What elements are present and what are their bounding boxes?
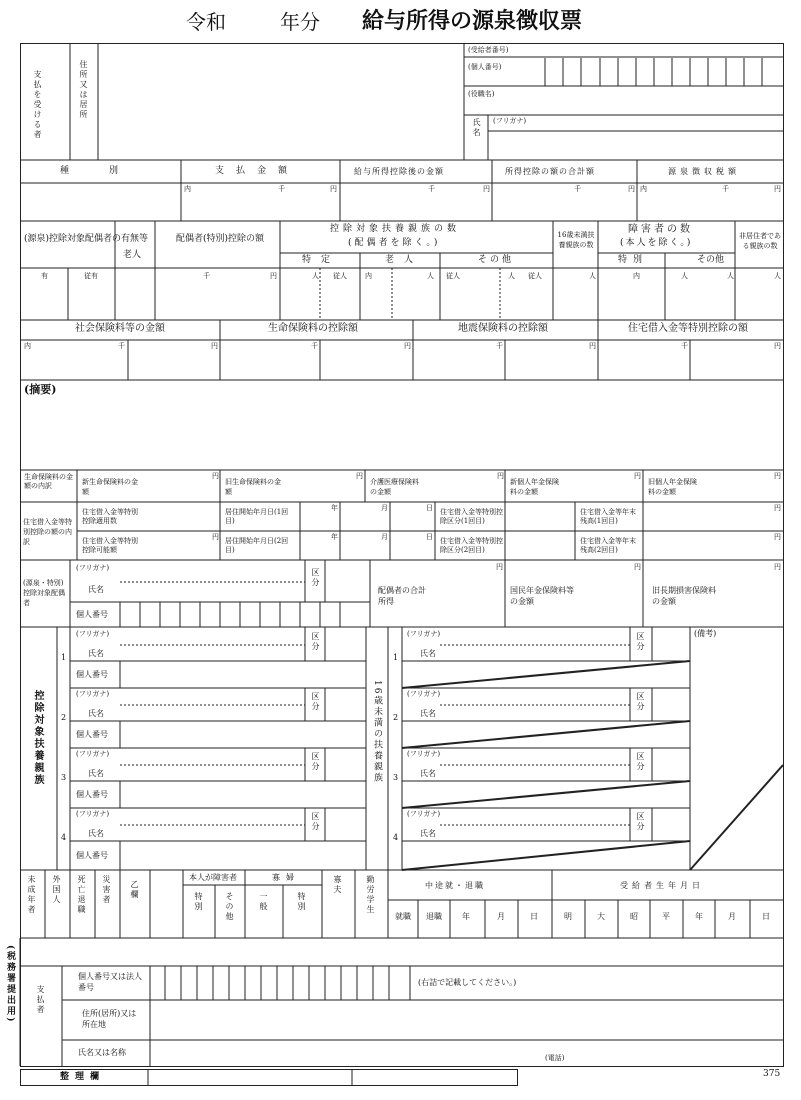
unit-en: 円 [212,472,219,480]
heisei-header: 平 [662,912,670,921]
toku-header: 特別 [194,892,203,912]
dependents-label: 控除対象扶養親族 [32,690,43,786]
nonresident-header: 非居住者である親族の数 [739,232,781,250]
withholding-field[interactable] [638,196,783,220]
tsuki-unit: 月 [381,504,388,512]
spouse-name-field[interactable] [120,583,304,601]
unit-nin: 人 [427,272,434,280]
old-pension-label: 旧個人年金保険料の金額 [648,478,697,496]
dep-num: 4 [61,833,67,842]
unit-nin: 人 [727,272,734,280]
sonota2-header: その他 [697,255,725,265]
unit-en: 円 [634,563,641,571]
dep-kubun: 区分 [311,812,320,832]
address-label: 住所又は居所 [79,60,88,120]
rojin-header: 老人 [123,250,142,260]
kind-field[interactable] [21,184,180,220]
seiri-label: 整理欄 [60,1072,106,1082]
unit-nin: 人 [508,272,515,280]
unit-en: 円 [212,533,219,541]
old-life-label: 旧生命保険料の金額 [225,478,281,496]
birth-tsuki-header: 月 [728,912,736,921]
tsuki-header: 月 [497,912,505,921]
withholding-header: 源泉徴収税額 [668,167,740,176]
yu-label: 有 [41,272,48,280]
housing-loan-header: 住宅借入金等特別控除の額 [628,323,748,334]
remarks-field[interactable] [21,398,783,469]
spouse-mynumber-label: 個人番号 [76,610,108,619]
life-insurance-header: 生命保険料の控除額 [268,323,358,334]
new-pension-label: 新個人年金保険料の金額 [510,478,559,496]
form-code: 375 [763,1069,781,1079]
u16-furigana: (フリガナ) [407,690,441,698]
sono-header: その他 [225,892,234,922]
unit-en: 円 [774,342,781,350]
remarks-label: (摘要) [24,383,57,396]
recipient-address-field[interactable] [99,45,463,159]
dep-name-label: 氏名 [88,769,104,778]
bal2-label: 住宅借入金等年末残高(2回目) [580,537,636,554]
dep-furigana: (フリガナ) [76,690,110,698]
u16-name-label: 氏名 [420,709,436,718]
unit-en: 円 [497,472,504,480]
personal-number-label: (個人番号) [468,63,502,71]
tai-header: 退職 [426,912,442,921]
unit-ju: 従人 [528,272,542,280]
u16-furigana: (フリガナ) [407,630,441,638]
tokubetsu-header: 特別 [618,255,649,265]
nen-unit: 年 [331,533,338,541]
dep-name-label: 氏名 [88,829,104,838]
spouse-income-label: 配偶者の合計所得 [378,586,426,606]
care-label: 介護医療保険料の金額 [370,478,419,496]
otsu-header: 乙欄 [130,880,139,900]
birth-nen-header: 年 [695,912,703,921]
unit-uchi: 内 [633,272,640,280]
total-deduction-header: 所得控除の額の合計額 [505,167,595,176]
dep-furigana: (フリガナ) [76,630,110,638]
nichi-unit: 日 [426,533,433,541]
start2-label: 居住開始年月日(2回目) [225,537,289,554]
era-label: 令和 [186,10,226,34]
unit-nin: 人 [681,272,688,280]
nichi-header: 日 [530,912,538,921]
unit-nin: 人 [774,272,781,280]
tel-label: (電話) [545,1054,565,1062]
nen-header: 年 [462,912,470,921]
total-deduction-field[interactable] [493,196,636,220]
juyu-label: 従有 [84,272,98,280]
shu-header: 就職 [395,912,411,921]
dep-num: 2 [61,713,67,722]
unit-ju: 従人 [333,272,347,280]
unit-sen: 千 [311,342,318,350]
mid-header: 中途就・退職 [425,881,485,890]
payer-address-field[interactable] [151,1001,783,1039]
disabled-sub: (本人を除く。) [620,238,693,248]
u16-name-label: 氏名 [420,829,436,838]
after-deduction-field[interactable] [341,196,491,220]
unit-en: 円 [774,533,781,541]
unit-en: 円 [774,472,781,480]
bikou-label: (備考) [694,629,717,638]
rojin2-header: 老人 [385,255,424,265]
minor-header: 未成年者 [27,875,36,915]
unit-ju: 従人 [446,272,460,280]
form-title: 給与所得の源泉徴収票 [362,8,583,34]
recipient-label: 支払を受ける者 [33,70,42,140]
nichi-unit: 日 [426,504,433,512]
tsuki-unit: 月 [381,533,388,541]
unit-sen: 千 [428,185,435,193]
showa-header: 昭 [630,912,638,921]
unit-en: 円 [774,504,781,512]
unit-uchi: 内 [640,185,647,193]
unit-en: 円 [628,185,635,193]
unit-uchi: 内 [184,185,191,193]
u16-kubun: 区分 [636,692,645,712]
dep-mynumber: 個人番号 [76,851,108,860]
unit-uchi: 内 [24,342,31,350]
life-breakdown-label: 生命保険料の金額の内訳 [24,473,73,490]
unit-en: 円 [483,185,490,193]
dep-mynumber: 個人番号 [76,730,108,739]
unit-en: 円 [404,342,411,350]
u16-furigana: (フリガナ) [407,810,441,818]
unit-en: 円 [496,563,503,571]
unit-en: 円 [356,472,363,480]
disaster-header: 災害者 [102,875,111,905]
kafu-header: 寡婦 [272,873,300,882]
social-insurance-header: 社会保険料等の金額 [75,323,165,334]
paid-amount-field[interactable] [182,196,339,220]
student-header: 勤労学生 [366,875,375,915]
unit-en: 円 [270,272,277,280]
nen-unit: 年 [331,504,338,512]
unit-en: 円 [211,342,218,350]
start1-label: 居住開始年月日(1回目) [225,508,289,525]
unit-sen: 千 [496,342,503,350]
cat1-label: 住宅借入金等特別控除区分(1回目) [440,508,503,525]
honnin-header: 本人が障害者 [189,873,237,882]
ippan-header: 一般 [259,892,268,912]
bal1-label: 住宅借入金等年末残高(1回目) [580,508,636,525]
u16-furigana: (フリガナ) [407,750,441,758]
unit-sen: 千 [118,342,125,350]
spouse-kubun-label: 区分 [311,568,320,588]
birth-header: 受給者生年月日 [620,881,704,890]
unit-uchi: 内 [365,272,372,280]
birth-nichi-header: 日 [762,912,770,921]
unit-en: 円 [589,342,596,350]
applicable-count-label: 住宅借入金等特別控除適用数 [82,508,138,525]
unit-sen: 千 [722,185,729,193]
tokutei-header: 特定 [302,255,341,265]
dep-mynumber: 個人番号 [76,670,108,679]
payer-label: 支払者 [36,985,45,1015]
under16-label: 16歳未満の扶養親族 [372,680,382,784]
dep-num: 1 [61,653,67,662]
tokubetsu-status-header: 特別 [297,892,306,912]
payer-number-label: 個人番号又は法人番号 [78,972,142,992]
kind-header: 種別 [60,166,159,176]
furigana-label: (フリガナ) [493,117,527,125]
unit-en: 円 [774,563,781,571]
dependents-sub: (配偶者を除く。) [348,238,441,248]
year-suffix: 年分 [280,10,320,34]
paid-header: 支払金額 [215,166,300,176]
u16-kubun: 区分 [636,812,645,832]
new-life-label: 新生命保険料の金額 [82,478,138,496]
beneficiary-number-label: (受給者番号) [468,46,509,54]
name-label: 氏名 [472,118,481,138]
sonota-header: その他 [478,255,515,265]
dep-furigana: (フリガナ) [76,810,110,818]
meiji-header: 明 [564,912,572,921]
spouse-furigana-label: (フリガナ) [76,564,110,572]
after-deduction-header: 給与所得控除後の金額 [354,167,444,176]
u16-name-label: 氏名 [420,769,436,778]
recipient-name-field[interactable] [489,132,783,159]
unit-sen: 千 [278,185,285,193]
dep-mynumber: 個人番号 [76,790,108,799]
u16-num: 3 [393,773,399,782]
payer-address-label: 住所(居所)又は所在地 [82,1009,137,1029]
dep-kubun: 区分 [311,692,320,712]
unit-en: 円 [774,185,781,193]
old-longterm-label: 旧長期損害保険料の金額 [652,586,716,606]
unit-sen: 千 [203,272,210,280]
housing-breakdown-label: 住宅借入金等特別控除の額の内訳 [23,518,72,546]
position-label: (役職名) [468,90,495,98]
dep-name-label: 氏名 [88,649,104,658]
unit-nin: 人 [312,272,319,280]
dep-furigana: (フリガナ) [76,750,110,758]
u16-kubun: 区分 [636,752,645,772]
unit-nin: 人 [589,272,596,280]
tax-office-label: (税務署提出用) [5,945,15,1024]
quake-insurance-header: 地震保険料の控除額 [458,323,548,334]
national-pension-label: 国民年金保険料等の金額 [510,586,574,606]
u16-num: 2 [393,713,399,722]
taisho-header: 大 [597,912,605,921]
death-header: 死亡退職 [77,875,86,915]
personal-number-field[interactable] [545,58,783,86]
spouse-name-label: 氏名 [88,585,104,594]
under16-header: 16歳未満扶養親族の数 [557,231,595,249]
disabled-header: 障害者の数 [628,224,693,235]
possible-amount-label: 住宅借入金等特別控除可能額 [82,537,138,554]
u16-name-label: 氏名 [420,649,436,658]
dep-name-label: 氏名 [88,709,104,718]
unit-sen: 千 [681,342,688,350]
spouse-flag-header: (源泉)控除対象配偶者の有無等 [24,234,149,244]
payer-name-label: 氏名又は名称 [78,1048,126,1057]
cat2-label: 住宅借入金等特別控除区分(2回目) [440,537,503,554]
spouse-special-header: 配偶者(特別)控除の額 [176,234,265,244]
dep-kubun: 区分 [311,632,320,652]
u16-kubun: 区分 [636,632,645,652]
dep-kubun: 区分 [311,752,320,772]
payer-number-note: (右詰で記載してください。) [418,978,517,987]
payer-name-field[interactable] [151,1041,541,1065]
dep-num: 3 [61,773,67,782]
spouse-label: (源泉・特別)控除対象配偶者 [23,579,65,607]
unit-sen: 千 [574,185,581,193]
position-field[interactable] [520,87,783,114]
u16-num: 4 [393,833,399,842]
foreign-header: 外国人 [52,875,61,905]
kafu2-header: 寡夫 [333,875,342,895]
u16-num: 1 [393,653,399,662]
unit-en: 円 [634,472,641,480]
unit-en: 円 [330,185,337,193]
dependents-header: 控除対象扶養親族の数 [330,224,461,234]
